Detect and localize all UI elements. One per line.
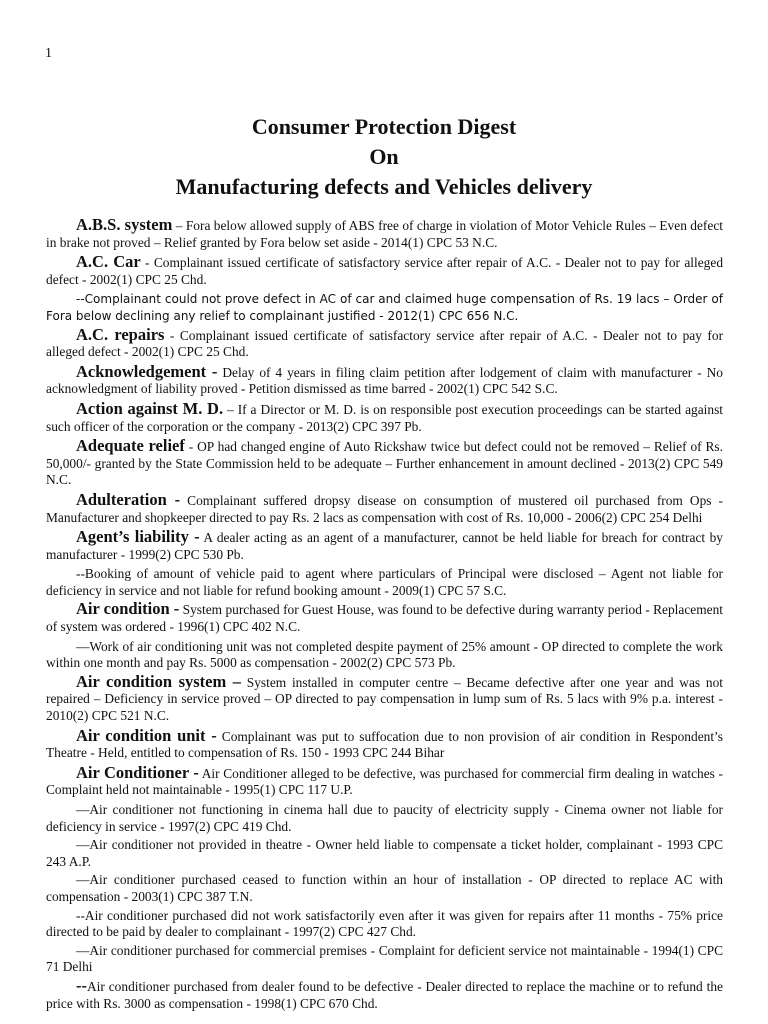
- entry-text: Air conditioner purchased from dealer found to be defective - Dealer directed to replace the machine or to refund the price with Rs. 3000 as compensation - 1998(1) CPC 670 Chd.: [46, 978, 723, 1011]
- digest-entry: [46, 802, 723, 835]
- entry-text: --Air conditioner purchased did not work satisfactorily even after it was given for repairs after 11 months - 75% price directed to be paid by dealer to complainant - 1997(2) CPC 427 Chd.: [46, 907, 723, 940]
- entry-text: A dealer acting as an agent of a manufacturer, cannot be held liable for breach for contract by manufacturer - 1999(2) CPC 530 Pb.: [46, 530, 724, 562]
- digest-entry: [46, 529, 723, 563]
- entry-heading: Acknowledgement -: [76, 361, 218, 381]
- digest-entry: [46, 217, 723, 251]
- entry-text: —Air conditioner not provided in theatre - Owner held liable to compensate a ticket holder, complainant - 1993 CPC 243 A.P.: [46, 837, 723, 869]
- entry-text: —Work of air conditioning unit was not completed despite payment of 25% amount - OP directed to complete the work within one month and pay Rs. 5000 as compensation - 2002(2) CPC 573 Pb.: [46, 638, 723, 671]
- entry-text: —Air conditioner purchased ceased to function within an hour of installation - OP directed to replace AC with compensation - 2003(1) CPC 387 T.N.: [46, 872, 723, 904]
- entry-heading: Air condition system –: [76, 671, 242, 691]
- entry-heading: A.B.S. system: [76, 215, 173, 234]
- entry-text: OP had changed engine of Auto Rickshaw twice but defect could not be removed – Relief of Rs. 50,000/- granted by the State Commission held to be adequate – Further enhancement in amount declined - 2013(2) CPC 549 N.C.: [46, 439, 723, 488]
- entry-separator: –: [172, 218, 186, 233]
- title-line-1: Consumer Protection Digest: [251, 114, 517, 139]
- entry-text: Delay of 4 years in filing claim petition after lodgement of claim with manufacturer - No acknowledgment of liability proved - Petition dismissed as time barred - 2002(1) CPC 542 S.C.: [46, 364, 723, 397]
- digest-entry: [46, 639, 723, 672]
- digest-entry: [46, 908, 723, 941]
- entry-heading: Air Conditioner -: [76, 762, 199, 782]
- digest-entry: [46, 837, 723, 870]
- entry-text: System installed in computer centre – Became defective after one year and was not repaired – Deficiency in service proved – OP directed to pay compensation in lump sum of Rs. 5 lacs with 9% p.a. interest - 2010(2) CPC 521 N.C.: [46, 674, 723, 724]
- entry-text: If a Director or M. D. is on responsible post execution proceedings can be started against such officer of the corporation or the company - 2013(2) CPC 397 Pb.: [46, 401, 724, 434]
- entry-separator: –: [223, 401, 238, 417]
- entry-text: Air Conditioner alleged to be defective, was purchased for commercial firm dealing in watches - Complaint held not maintainable - 1995(1) CPC 117 U.P.: [46, 765, 723, 798]
- digest-entry: [46, 943, 723, 976]
- digest-entry: [46, 872, 723, 905]
- entry-heading: A.C. Car: [76, 252, 141, 272]
- digest-entry: [46, 975, 723, 1012]
- digest-entry: [46, 601, 723, 635]
- digest-entry: [46, 762, 723, 799]
- entry-text: Complainant suffered dropsy disease on consumption of mustered oil purchased from Ops - Manufacturer and shopkeeper directed to pay Rs. 2 lacs as compensation with cost of Rs. 10,000 - 2006(2) CPC 254 Delhi: [46, 492, 723, 525]
- entry-text: Fora below allowed supply of ABS free of charge in violation of Motor Vehicle Rules – Even defect in brake not proved – Relief granted by Fora below set aside - 2014(1) CPC 53 N.C.: [46, 218, 724, 250]
- digest-entry: [46, 438, 723, 489]
- page-number: 1: [45, 46, 52, 61]
- digest-entry: [46, 254, 723, 288]
- document-title: [0, 112, 768, 202]
- entry-text: Complainant issued certificate of satisfactory service after repair of A.C. - Dealer not to pay for alleged defect - 2002(1) CPC 25 Chd.: [46, 327, 724, 360]
- entry-heading: Adulteration -: [76, 489, 181, 509]
- title-line-3: Manufacturing defects and Vehicles delivery: [175, 174, 593, 199]
- entry-text: --Booking of amount of vehicle paid to agent where particulars of Principal were disclosed – Agent not liable for deficiency in service and not liable for refund booking amount - 2009(1) CPC 57 S.C.: [46, 566, 723, 598]
- entry-separator: -: [140, 255, 154, 271]
- entry-heading: Agent’s liability -: [76, 527, 200, 547]
- digest-entries: [46, 217, 723, 1015]
- entry-separator: -: [184, 439, 198, 455]
- title-line-2: On: [369, 144, 399, 169]
- digest-entry: [46, 489, 723, 526]
- digest-entry: [46, 566, 723, 599]
- entry-heading: Action against M. D.: [76, 398, 224, 418]
- digest-entry: [46, 291, 723, 324]
- entry-text: Complainant was put to suffocation due to non provision of air condition in Respondent’s Theatre - Held, entitled to compensation of Rs. 150 - 1993 CPC 244 Bihar: [46, 728, 723, 761]
- entry-text: --Complainant could not prove defect in AC of car and claimed huge compensation of Rs. 19 lacs – Order of Fora below declining any relief to complainant justified - 2012(1) CPC 656 N.C.: [46, 292, 723, 323]
- digest-entry: [46, 671, 723, 725]
- entry-heading: Air condition unit -: [76, 725, 217, 745]
- entry-heading: A.C. repairs: [76, 324, 165, 344]
- entry-separator: -: [164, 327, 180, 343]
- entry-heading: Adequate relief: [76, 436, 185, 456]
- entry-heading: --: [76, 975, 87, 995]
- entry-text: System purchased for Guest House, was found to be defective during warranty period - Replacement of system was ordered - 1996(1) CPC 402 N.C.: [46, 602, 723, 635]
- digest-entry: [46, 725, 723, 762]
- entry-text: —Air conditioner purchased for commercial premises - Complaint for deficient service not maintainable - 1994(1) CPC 71 Delhi: [46, 942, 723, 975]
- entry-heading: Air condition -: [76, 599, 180, 619]
- digest-entry: [46, 361, 723, 398]
- entry-text: —Air conditioner not functioning in cinema hall due to paucity of electricity supply - Cinema owner not liable for deficiency in service - 1997(2) CPC 419 Chd.: [46, 802, 723, 834]
- digest-entry: [46, 398, 724, 435]
- entry-text: Complainant issued certificate of satisfactory service after repair of A.C. - Dealer not to pay for alleged defect - 2002(1) CPC 25 Chd.: [46, 255, 724, 287]
- digest-entry: [46, 324, 724, 361]
